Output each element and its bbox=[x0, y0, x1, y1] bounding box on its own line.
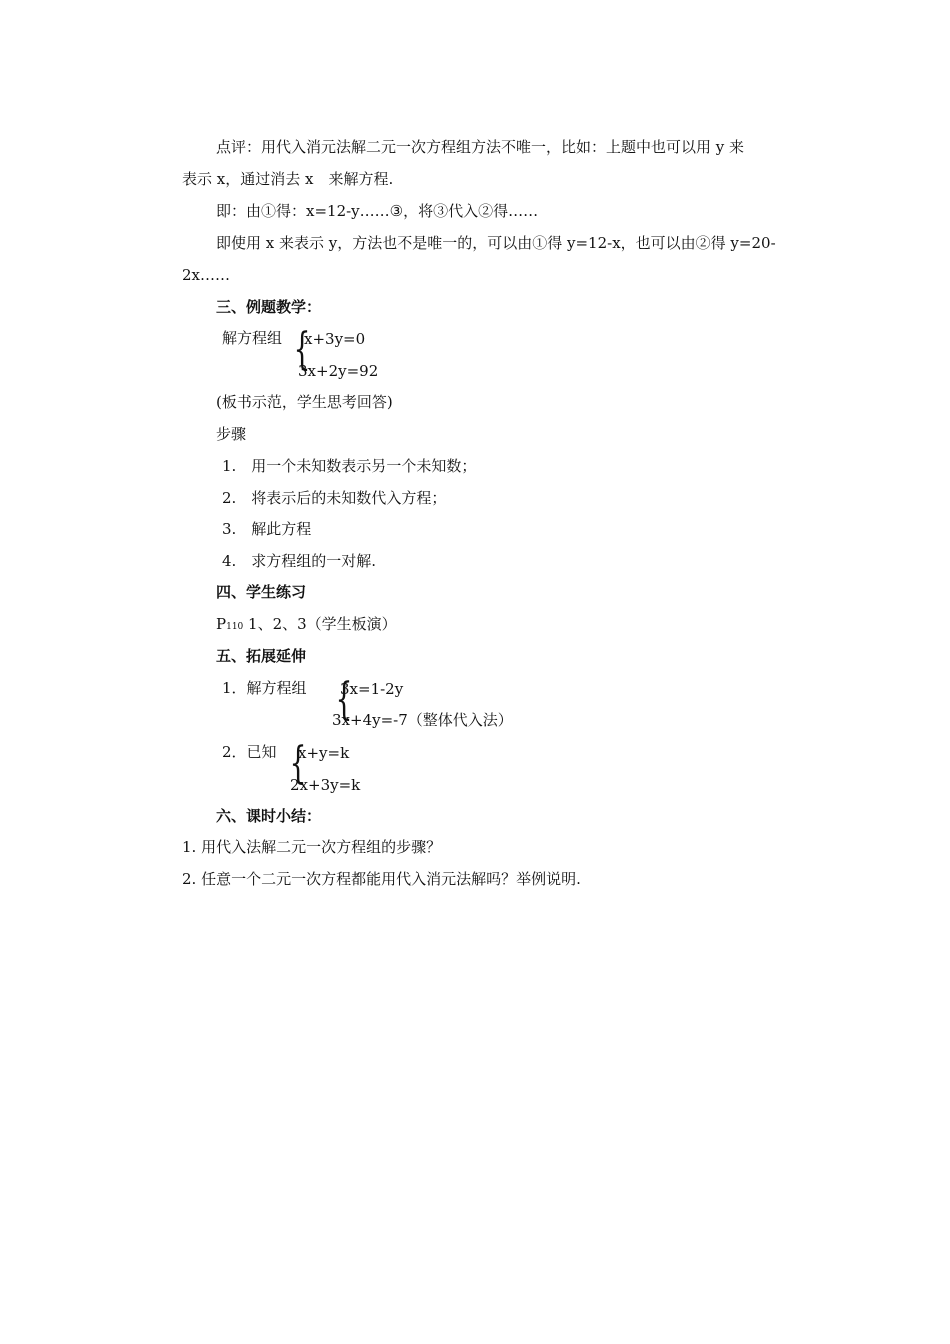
example-prompt: 解方程组 bbox=[222, 329, 283, 347]
section-6-heading: 六、课时小结： bbox=[216, 807, 322, 825]
section-4-heading: 四、学生练习 bbox=[216, 583, 307, 601]
left-brace-icon: { bbox=[293, 324, 311, 375]
extension-q1-equation-2: 3x+4y=-7（整体代入法） bbox=[332, 711, 513, 729]
example-note: (板书示范，学生思考回答) bbox=[216, 393, 393, 411]
page-number: 110 bbox=[226, 622, 244, 632]
section-3-heading: 三、例题教学： bbox=[216, 298, 322, 316]
extension-q2-equation-1: x+y=k bbox=[298, 744, 350, 762]
step-item: 4. 求方程组的一对解. bbox=[222, 552, 377, 570]
extension-q2-equation-2: 2x+3y=k bbox=[290, 776, 361, 794]
step-item: 2. 将表示后的未知数代入方程； bbox=[222, 489, 447, 507]
steps-title: 步骤 bbox=[216, 425, 247, 443]
comment-line-4: 即使用 x 来表示 y，方法也不是唯一的，可以由①得 y=12-x，也可以由②得 y=20- bbox=[216, 234, 776, 252]
left-brace-icon: { bbox=[289, 738, 307, 789]
step-item: 3. 解此方程 bbox=[222, 520, 312, 538]
summary-item: 2. 任意一个二元一次方程都能用代入消元法解吗？举例说明. bbox=[182, 870, 581, 888]
example-equation-1: x+3y=0 bbox=[304, 330, 366, 348]
section-5-heading: 五、拓展延伸 bbox=[216, 647, 307, 665]
left-brace-icon: { bbox=[335, 674, 353, 725]
example-equation-2: 3x+2y=92 bbox=[298, 362, 379, 380]
extension-q1-label: 1．解方程组 bbox=[222, 679, 307, 697]
step-item: 1. 用一个未知数表示另一个未知数； bbox=[222, 457, 477, 475]
page-prefix: P bbox=[216, 615, 227, 633]
summary-item: 1. 用代入法解二元一次方程组的步骤？ bbox=[182, 838, 442, 856]
comment-line-3: 即：由①得：x=12-y……③，将③代入②得…… bbox=[216, 202, 539, 220]
comment-line-2: 表示 x，通过消去 x 来解方程. bbox=[182, 170, 394, 188]
comment-line-1: 点评：用代入消元法解二元一次方程组方法不唯一，比如：上题中也可以用 y 来 bbox=[216, 138, 745, 156]
comment-line-5: 2x…… bbox=[182, 266, 231, 284]
extension-q1-equation-1: 3x=1-2y bbox=[340, 680, 404, 698]
extension-q2-label: 2．已知 bbox=[222, 743, 277, 761]
practice-line bbox=[216, 614, 397, 637]
practice-items: 1、2、3（学生板演） bbox=[243, 615, 397, 633]
